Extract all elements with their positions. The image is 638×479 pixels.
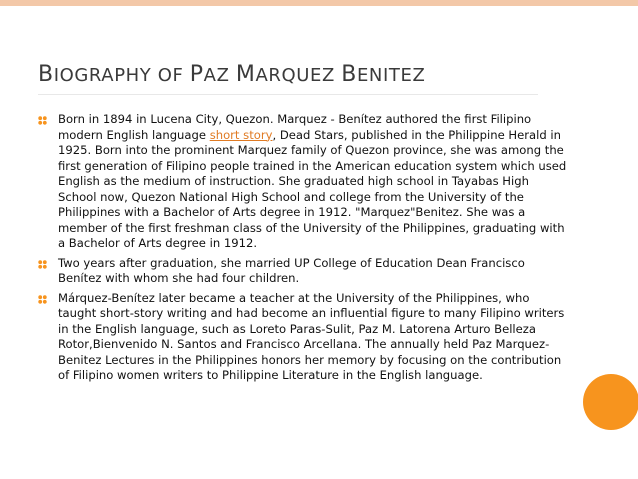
title-word-4: MARQUEZ (235, 62, 335, 87)
title-word-2: OF (157, 65, 184, 86)
top-accent-rule (0, 0, 638, 6)
bullet-item-3 (38, 291, 568, 384)
quad-leaf-bullet-icon (38, 116, 47, 125)
title-word-3: PAZ (189, 62, 230, 87)
title-word-1: BIOGRAPHY (38, 62, 152, 87)
bullet-list (38, 112, 568, 388)
bullet-text-1b: , Dead Stars, published in the Philippine Herald in 1925. Born into the prominent Marquez family of Quezon province, she was among the first generation of Filipino people trained in the American education system which used English as the medium of instruction. She graduated high school in Tayabas High School now, Quezon National High School and college from the University of the Philippines with a Bachelor of Arts degree in 1912. "Marquez"Benitez. She was a member of the first freshman class of the University of the Philippines, graduating with a Bachelor of Arts degree in 1912. (58, 127, 567, 250)
quad-leaf-bullet-icon (38, 295, 47, 304)
bullet-item-2 (38, 256, 568, 287)
bullet-text-2: Two years after graduation, she married UP College of Education Dean Francisco Benítez with whom she had four children. (58, 255, 525, 285)
orange-circle-decoration (583, 374, 638, 430)
title-divider (38, 94, 538, 95)
short-story-link[interactable]: short story (209, 127, 273, 142)
quad-leaf-bullet-icon (38, 260, 47, 269)
bullet-text-1a: Born in 1894 in Lucena City, Quezon. Marquez - Benítez authored the first Filipino modern English language (58, 112, 532, 142)
slide-title (38, 62, 598, 87)
bullet-text-3: Márquez-Benítez later became a teacher at the University of the Philippines, who taught short-story writing and had become an influential figure to many Filipino writers in the English language, such as Loreto Paras-Sulit, Paz M. Latorena Arturo Belleza Rotor,Bienvenido N. Santos and Francisco Arcellana. The annually held Paz Marquez-Benitez Lectures in the Philippines honors her memory by focusing on the contribution of Filipino women writers to Philippine Literature in the English language. (58, 290, 565, 382)
title-word-5: BENITEZ (341, 62, 426, 87)
bullet-item-1 (38, 112, 568, 252)
